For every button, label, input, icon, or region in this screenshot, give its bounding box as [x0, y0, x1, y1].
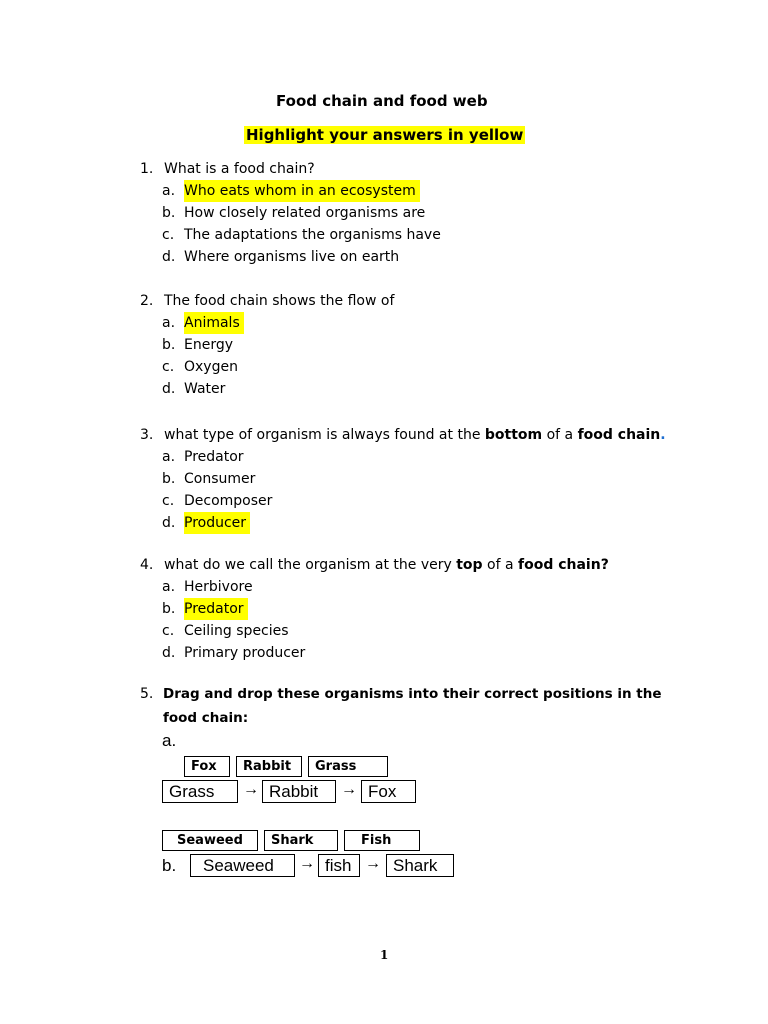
option-text: Where organisms live on earth [184, 249, 400, 265]
question-text: The food chain shows the flow of [164, 293, 395, 309]
arrow-icon: → [299, 855, 315, 872]
dropzone-a-2[interactable]: Rabbit [262, 780, 336, 803]
option-text: Producer [184, 512, 250, 534]
part-b-label: b. [162, 856, 177, 875]
option-letter: a. [162, 183, 176, 199]
option-text: Primary producer [184, 645, 306, 661]
option-text: Consumer [184, 471, 256, 487]
question-text-line-1: Drag and drop these organisms into their correct positions in the [163, 686, 662, 702]
option-letter: c. [162, 359, 175, 375]
draggable-fox[interactable]: Fox [184, 756, 230, 777]
option-text: Who eats whom in an ecosystem [184, 180, 420, 202]
option-text: Oxygen [184, 359, 238, 375]
question-number: 4. [140, 557, 154, 573]
draggable-shark[interactable]: Shark [264, 830, 338, 851]
option-text: Predator [184, 598, 248, 620]
dropzone-a-3[interactable]: Fox [361, 780, 416, 803]
question-number: 1. [140, 161, 154, 177]
option-letter: a. [162, 449, 176, 465]
option-letter: b. [162, 205, 176, 221]
option-letter: b. [162, 601, 176, 617]
option-letter: b. [162, 471, 176, 487]
dropzone-b-1[interactable]: Seaweed [190, 854, 295, 877]
option-text: Herbivore [184, 579, 253, 595]
option-text: Decomposer [184, 493, 273, 509]
option-text: How closely related organisms are [184, 205, 426, 221]
arrow-icon: → [243, 781, 259, 798]
question-number: 2. [140, 293, 154, 309]
dropzone-a-1[interactable]: Grass [162, 780, 238, 803]
question-2 [140, 290, 640, 400]
question-3 [140, 424, 700, 534]
question-text: what type of organism is always found at the bottom of a food chain. [164, 427, 666, 443]
question-text-line-2: food chain: [163, 710, 249, 726]
draggable-rabbit[interactable]: Rabbit [236, 756, 302, 777]
option-text: Predator [184, 449, 244, 465]
page-title: Food chain and food web [276, 92, 488, 110]
dropzone-b-2[interactable]: fish [318, 854, 360, 877]
option-letter: d. [162, 645, 176, 661]
option-text: Water [184, 381, 226, 397]
page-number: 1 [380, 948, 389, 962]
option-letter: c. [162, 493, 175, 509]
question-4 [140, 554, 700, 664]
arrow-icon: → [365, 855, 381, 872]
option-letter: d. [162, 249, 176, 265]
question-text: What is a food chain? [164, 161, 315, 177]
dropzone-b-3[interactable]: Shark [386, 854, 454, 877]
instruction-banner: Highlight your answers in yellow [246, 126, 524, 144]
option-letter: c. [162, 623, 175, 639]
option-text: Ceiling species [184, 623, 289, 639]
option-letter: c. [162, 227, 175, 243]
option-text: The adaptations the organisms have [184, 227, 441, 243]
draggable-fish[interactable]: Fish [344, 830, 420, 851]
part-a-label: a. [162, 731, 177, 750]
draggable-grass[interactable]: Grass [308, 756, 388, 777]
question-number: 5. [140, 686, 154, 702]
option-letter: a. [162, 579, 176, 595]
option-letter: d. [162, 381, 176, 397]
draggable-seaweed[interactable]: Seaweed [162, 830, 258, 851]
question-number: 3. [140, 427, 154, 443]
question-1 [140, 158, 640, 268]
option-letter: a. [162, 315, 176, 331]
arrow-icon: → [341, 781, 357, 798]
option-text: Animals [184, 312, 244, 334]
option-letter: b. [162, 337, 176, 353]
option-letter: d. [162, 515, 176, 531]
question-text: what do we call the organism at the very top of a food chain? [164, 557, 609, 573]
option-text: Energy [184, 337, 234, 353]
